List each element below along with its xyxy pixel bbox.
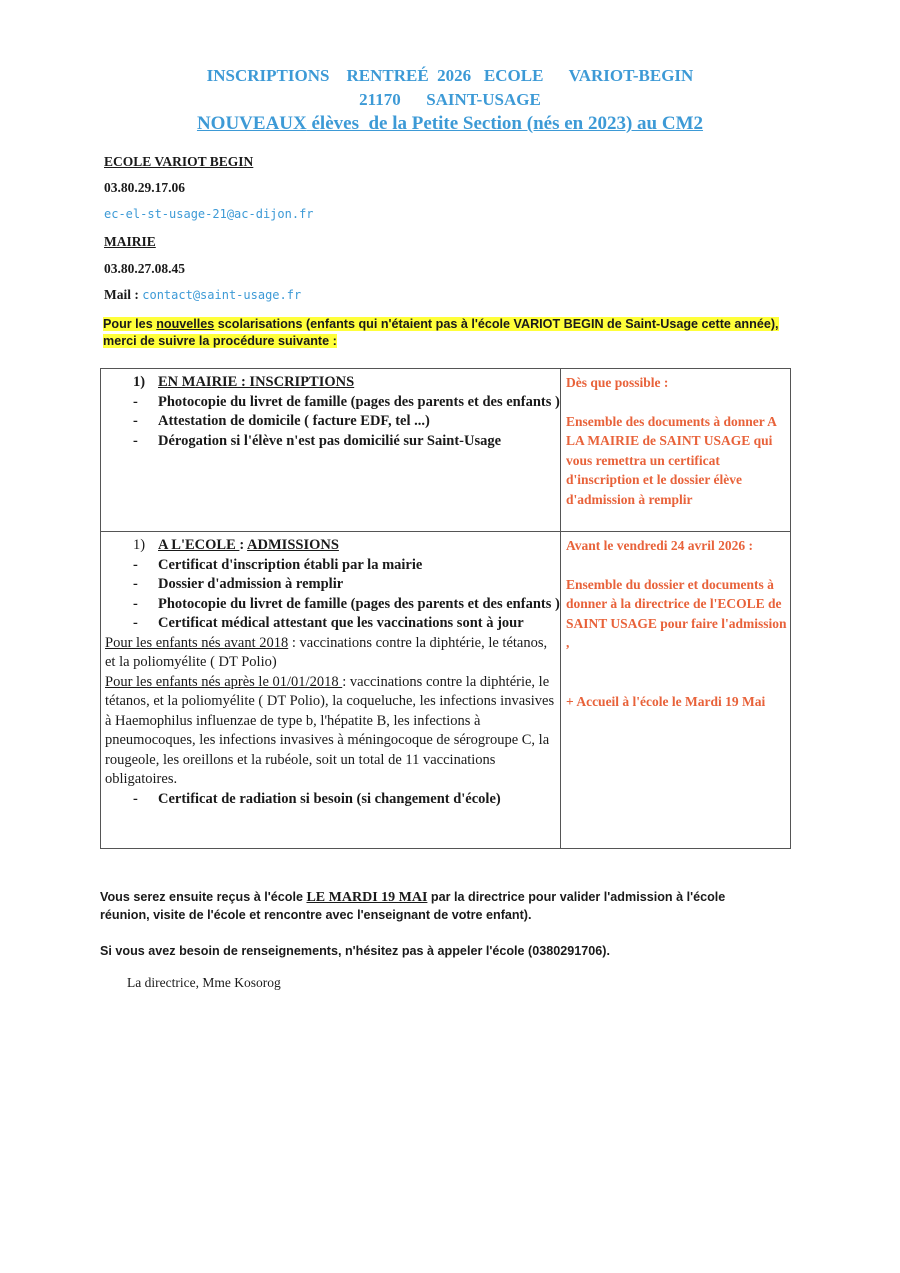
list-item: - Certificat d'inscription établi par la mairie — [133, 556, 423, 573]
section1-instructions: Ensemble des documents à donner A LA MAIRIE de SAINT USAGE qui vous remettra un certificat d'inscription et le dossier élève d'admission à remplir — [566, 413, 777, 507]
notice-part-2: scolarisations (enfants qui n'étaient pas à l'école VARIOT BEGIN de Saint-Usage cette année), — [214, 317, 779, 331]
section1-heading-text: EN MAIRIE : INSCRIPTIONS — [158, 374, 355, 390]
school-name: ECOLE VARIOT BEGIN — [104, 154, 254, 169]
mairie-email-link[interactable]: contact@saint-usage.fr — [142, 288, 302, 302]
procedure-notice — [103, 316, 789, 350]
procedure-table — [100, 368, 791, 849]
section1-deadline: Dès que possible : — [566, 375, 669, 390]
list-item: - Attestation de domicile ( facture EDF, tel ...) — [133, 413, 430, 429]
table-row-mairie — [101, 369, 791, 532]
list-item-text: Photocopie du livret de famille (pages des parents et des enfants ) — [158, 595, 560, 612]
section1-heading — [101, 373, 560, 393]
list-item-medical: - Certificat médical attestant que les vaccinations sont à jour — [133, 615, 524, 631]
footer-paragraph-1 — [100, 890, 725, 906]
notice-underlined: nouvelles — [156, 317, 215, 331]
section2-heading-a: A L'ECOLE — [158, 537, 240, 553]
ecole-steps-cell — [101, 532, 561, 849]
title-line-3 — [0, 113, 900, 135]
list-item-text: Attestation de domicile ( facture EDF, tel ...) — [158, 413, 430, 429]
notice-part-1: Pour les — [103, 317, 157, 331]
section2-number: 1) — [133, 537, 146, 553]
vaccination-after-2018 — [101, 673, 560, 790]
title-new-word: NOUVEAUX — [196, 113, 307, 134]
notice-line-2: merci de suivre la procédure suivante : — [103, 334, 337, 348]
list-item-text: Dérogation si l'élève n'est pas domicilié sur Saint-Usage — [158, 432, 502, 449]
before-2018-text: : vaccinations contre la diphtérie, le tétanos, et la poliomyélite ( DT Polio) — [105, 634, 548, 670]
list-item: - Photocopie du livret de famille (pages des parents et des enfants ) — [133, 595, 560, 612]
list-item-text: Certificat de radiation si besoin (si changement d'école) — [158, 790, 501, 807]
footer-paragraph-2: Si vous avez besoin de renseignements, n'hésitez pas à appeler l'école (0380291706). — [100, 944, 610, 958]
footer-p1-b: par la directrice pour valider l'admission à l'école — [427, 890, 726, 904]
section2-deadline: Avant le vendredi 24 avril 2026 : — [566, 538, 753, 553]
after-2018-text: : vaccinations contre la diphtérie, le tétanos, et la poliomyélite ( DT Polio), la coqueluche, les infections invasives à Haemophilus influenzae de type b, l'hépatite B, les infections à pneumocoques, les infections invasives à méningocoque de sérogroupe C, la rougeole, les oreillons et la rubéole, soit un total de 11 vaccinations obligatoires. — [105, 673, 555, 787]
mairie-mail — [104, 287, 301, 303]
section1-number: 1) — [133, 374, 146, 390]
section2-heading-c: ADMISSIONS — [247, 537, 339, 553]
title-line-1: INSCRIPTIONS RENTREÉ 2026 ECOLE VARIOT-BEGIN — [206, 66, 694, 85]
footer-paragraph-1-line-2: réunion, visite de l'école et rencontre avec l'enseignant de votre enfant). — [100, 908, 532, 922]
mairie-label: MAIRIE — [104, 234, 156, 249]
footer-p1-date: LE MARDI 19 MAI — [306, 890, 428, 905]
mail-label: Mail : — [104, 287, 143, 302]
list-item: - Dérogation si l'élève n'est pas domicilié sur Saint-Usage — [133, 432, 502, 449]
before-2018-label: Pour les enfants nés avant 2018 — [105, 634, 289, 651]
list-item-text: Photocopie du livret de famille (pages des parents et des enfants ) — [158, 393, 560, 410]
footer-p1-a: Vous serez ensuite reçus à l'école — [100, 890, 307, 904]
section2-instructions: Ensemble du dossier et documents à donner à la directrice de l'ECOLE de SAINT USAGE pour faire l'admission , — [566, 576, 787, 650]
section2-heading — [101, 536, 560, 556]
after-2018-label: Pour les enfants nés après le 01/01/2018 — [105, 673, 343, 690]
title-rest: élèves de la Petite Section (nés en 2023) au CM2 — [306, 113, 704, 134]
section2-heading-b: : — [239, 537, 248, 553]
school-phone: 03.80.29.17.06 — [104, 180, 185, 195]
table-row-ecole — [101, 532, 791, 849]
list-item-text: Dossier d'admission à remplir — [158, 576, 344, 592]
list-item-text: Certificat d'inscription établi par la mairie — [158, 556, 423, 573]
list-item-text: Certificat médical attestant que les vaccinations sont à jour — [158, 615, 524, 631]
list-item-radiation: - Certificat de radiation si besoin (si changement d'école) — [133, 790, 501, 807]
title-line-2: 21170 SAINT-USAGE — [359, 90, 541, 109]
school-email-link[interactable]: ec-el-st-usage-21@ac-dijon.fr — [104, 207, 314, 221]
section2-welcome: + Accueil à l'école le Mardi 19 Mai — [566, 693, 766, 709]
signature: La directrice, Mme Kosorog — [127, 975, 281, 990]
list-item: - Photocopie du livret de famille (pages des parents et des enfants ) — [133, 393, 560, 410]
ecole-deadline-cell — [561, 532, 791, 849]
mairie-deadline-cell — [561, 369, 791, 532]
mairie-steps-cell — [101, 369, 561, 532]
list-item: - Dossier d'admission à remplir — [133, 576, 344, 592]
mairie-phone: 03.80.27.08.45 — [104, 261, 185, 276]
vaccination-before-2018 — [101, 634, 560, 673]
